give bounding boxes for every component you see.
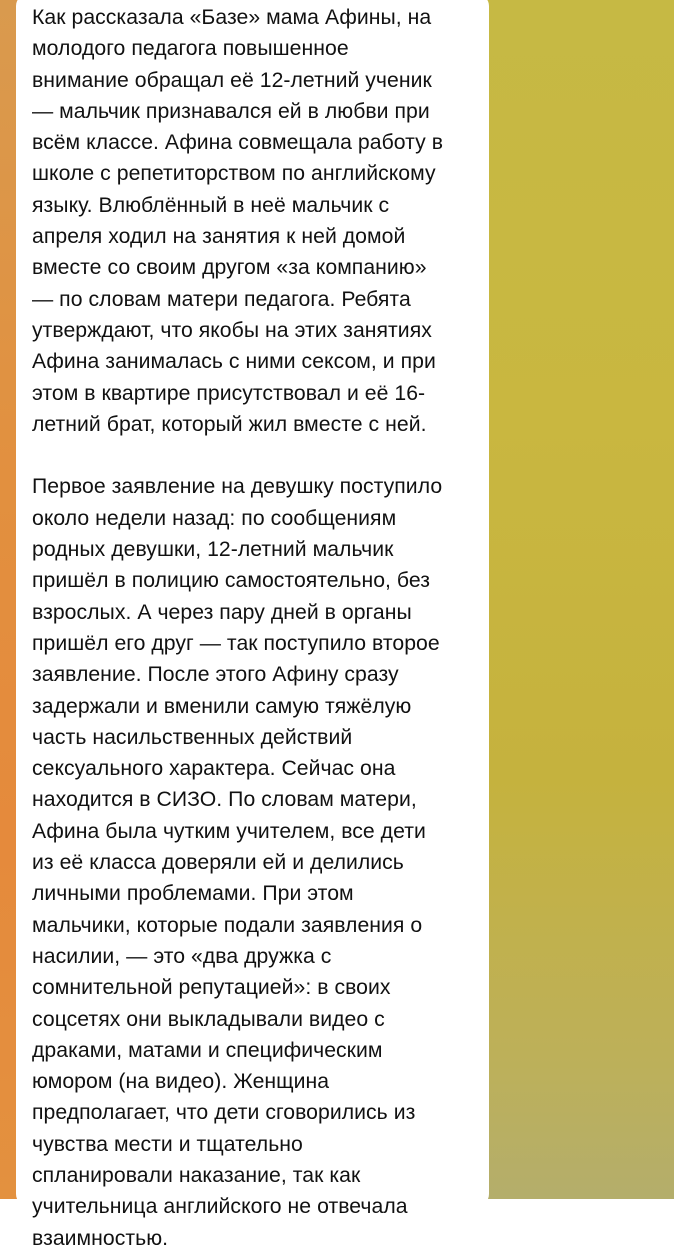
text-line: около недели назад: по сообщениям <box>32 506 397 530</box>
text-line: заявление. После этого Афину сразу <box>32 663 399 687</box>
text-line: чувства мести и тщательно <box>32 1132 303 1156</box>
text-line: внимание обращал её 12-летний ученик <box>32 68 432 92</box>
text-line: школе с репетиторством по английскому <box>32 162 436 186</box>
text-line: драками, матами и специфическим <box>32 1038 383 1062</box>
text-line: из её класса доверяли ей и делились <box>32 851 404 875</box>
text-line: насилии, — это «два дружка с <box>32 944 332 968</box>
chat-wallpaper-right <box>488 0 674 1199</box>
text-line: взаимностью. <box>32 1226 169 1250</box>
text-line: задержали и вменили самую тяжёлую <box>32 694 412 718</box>
text-line: личными проблемами. При этом <box>32 882 354 906</box>
text-line: языку. Влюблённый в неё мальчик с <box>32 193 390 217</box>
message-text <box>32 0 484 1254</box>
text-line: Афина занималась с ними сексом, и при <box>32 350 436 374</box>
text-line: — мальчик признавался ей в любви при <box>32 99 430 123</box>
text-line: предполагает, что дети сговорились из <box>32 1101 416 1125</box>
text-line: учительница английского не отвечала <box>32 1195 408 1219</box>
text-line: вместе со своим другом «за компанию» <box>32 256 427 280</box>
message-bubble[interactable] <box>16 0 489 1250</box>
text-line: находится в СИЗО. По словам матери, <box>32 788 417 812</box>
text-line: этом в квартире присутствовал и её 16- <box>32 381 426 405</box>
text-line: сомнительной репутацией»: в своих <box>32 976 391 1000</box>
message-paragraph-1 <box>32 2 484 440</box>
text-line: Афина была чутким учителем, все дети <box>32 819 426 843</box>
text-line: родных девушки, 12-летний мальчик <box>32 538 394 562</box>
text-line: часть насильственных действий <box>32 725 353 749</box>
text-line: взрослых. А через пару дней в органы <box>32 600 412 624</box>
text-line: — по словам матери педагога. Ребята <box>32 287 411 311</box>
text-line: всём классе. Афина совмещала работу в <box>32 131 444 155</box>
text-line: юмором (на видео). Женщина <box>32 1070 330 1094</box>
text-line: утверждают, что якобы на этих занятиях <box>32 318 432 342</box>
text-line: Первое заявление на девушку поступило <box>32 475 443 499</box>
text-line: Как рассказала «Базе» мама Афины, на <box>32 6 432 29</box>
text-line: летний брат, который жил вместе с ней. <box>32 412 427 436</box>
text-line: апреля ходил на занятия к ней домой <box>32 225 406 249</box>
text-line: сексуального характера. Сейчас она <box>32 757 396 781</box>
text-line: пришёл его друг — так поступило второе <box>32 631 440 655</box>
text-line: соцсетях они выкладывали видео с <box>32 1007 385 1031</box>
message-paragraph-2 <box>32 471 484 1253</box>
text-line: спланировали наказание, так как <box>32 1163 361 1187</box>
text-line: молодого педагога повышенное <box>32 37 349 61</box>
text-line: мальчики, которые подали заявления о <box>32 913 423 937</box>
text-line: пришёл в полицию самостоятельно, без <box>32 569 430 593</box>
